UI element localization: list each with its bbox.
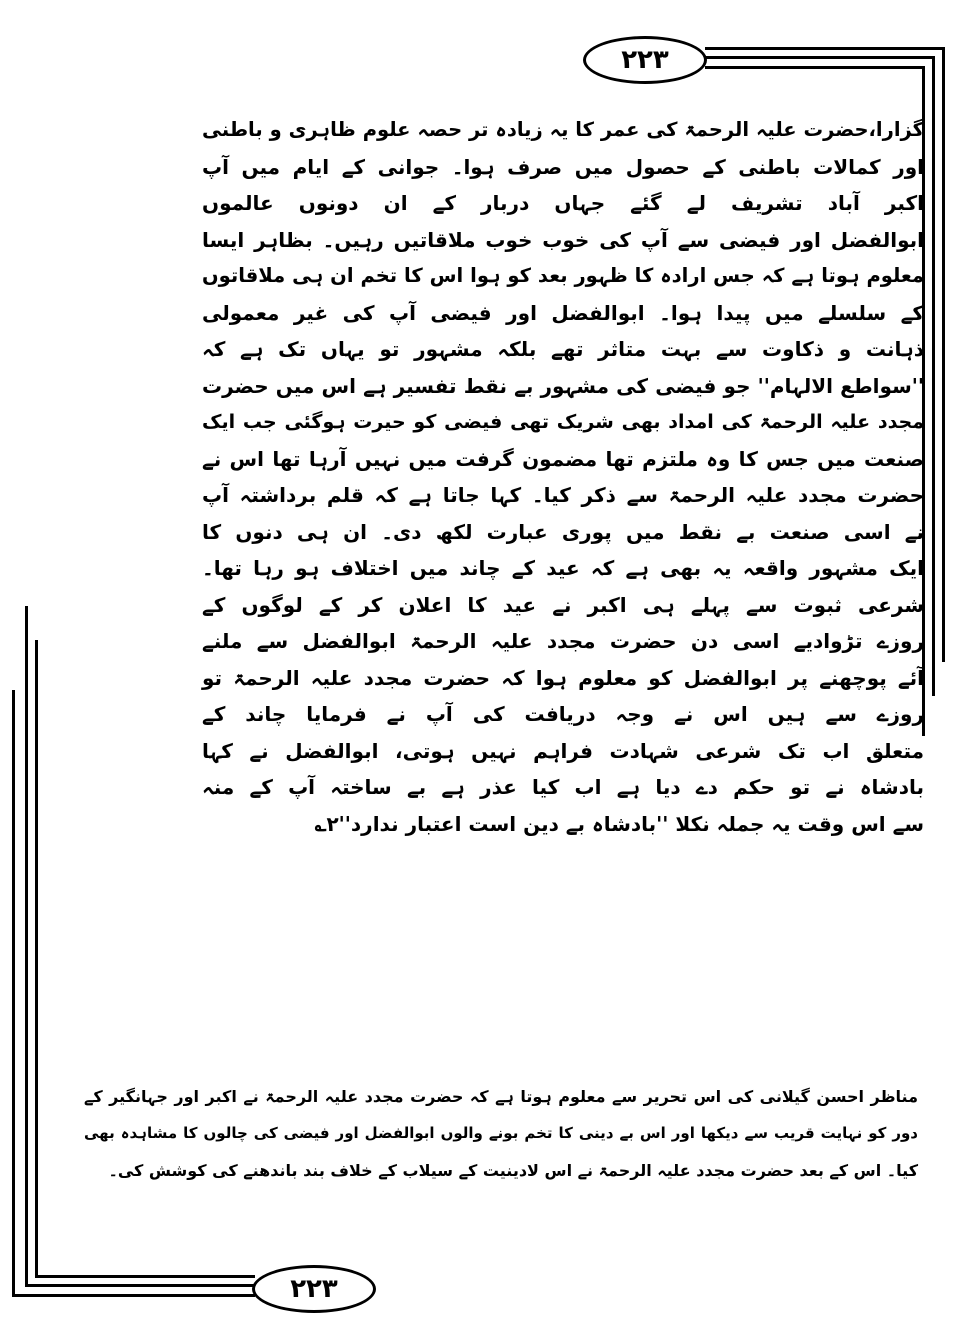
frame-left-line-3 [12, 690, 15, 1295]
text-line: صنعت میں جس کا وہ ملتزم تھا مضمون گرفت میں نہیں آرہا تھا اس نے [202, 446, 924, 471]
following-paragraph [84, 1078, 918, 1189]
text-line: متعلق اب تک شرعی شہادت فراہم نہیں ہوتی، ابوالفضل نے کہا [202, 738, 924, 763]
text-line: مجدد علیہ الرحمۃ کی امداد بھی شریک تھی فیضی کو حیرت ہوگئی جب ایک [202, 411, 924, 433]
text-line: دور کو نہایت قریب سے دیکھا اور اس بے دینی کا تخم بونے والوں ابوالفضل اور فیضی کی چالوں کا مشاہدہ بھی [84, 1124, 918, 1142]
text-line: نے اسی صنعت بے نقط میں پوری عبارت لکھ دی۔ ان ہی دنوں کا [202, 519, 924, 544]
frame-top-line-2 [705, 56, 935, 59]
text-line: ذہانت و ذکاوت سے بہت متاثر تھے بلکہ مشہور تو یہاں تک ہے کہ [202, 337, 924, 361]
text-line: ابوالفضل اور فیضی سے آپ کی خوب خوب ملاقاتیں رہیں۔ بظاہر ایسا [202, 227, 924, 252]
page-number-bottom [252, 1265, 376, 1313]
text-line-quote: سے اس وقت یہ جملہ نکلا ''بادشاہ بے دین است اعتبار ندارد''۲؎ [314, 811, 924, 836]
text-line: شرعی ثبوت سے پہلے ہی اکبر نے عید کا اعلان کر کے لوگوں کے [202, 592, 924, 617]
text-line: بادشاہ نے تو حکم دے دیا ہے اب کیا عذر ہے بے ساختہ آپ کے منہ [202, 775, 924, 799]
text-line: آئے پوچھنے پر ابوالفضل کو معلوم ہوا کہ حضرت مجدد علیہ الرحمۃ تو [202, 665, 924, 690]
text-line: گزارا،حضرت علیہ الرحمۃ کی عمر کا یہ زیادہ تر حصہ علوم ظاہری و باطنی [202, 118, 924, 141]
frame-left-line-1 [25, 606, 28, 1286]
frame-bottom-line-1 [12, 1294, 255, 1297]
text-line: اکبر آباد تشریف لے گئے جہاں دربار کے ان دونوں عالموں [202, 191, 924, 215]
frame-bottom-line-3 [35, 1275, 255, 1278]
main-paragraph [202, 112, 924, 842]
text-line: روزے سے ہیں اس نے وجہ دریافت کی آپ نے فرمایا چاند کے [202, 702, 924, 726]
page-number-top [583, 36, 707, 84]
frame-top-line-3 [705, 66, 925, 69]
text-line: کیا۔ اس کے بعد حضرت مجدد علیہ الرحمۃ نے اس لادینیت کے سیلاب کے خلاف بند باندھنے کی کوشش کی۔ [108, 1161, 918, 1180]
text-line: ''سواطع الالہام'' جو فیضی کی مشہور بے نقط تفسیر ہے اس میں حضرت [202, 373, 924, 398]
frame-left-line-2 [35, 640, 38, 1278]
text-line: مناظر احسن گیلانی کی اس تحریر سے معلوم ہوتا ہے کہ حضرت مجدد علیہ الرحمۃ نے اکبر اور جہانگیر کے [84, 1087, 918, 1106]
text-line: حضرت مجدد علیہ الرحمۃ سے ذکر کیا۔ کہا جاتا ہے کہ قلم برداشتہ آپ [202, 483, 924, 507]
text-line: اور کمالات باطنی کے حصول میں صرف ہوا۔ جوانی کے ایام میں آپ [202, 154, 924, 179]
frame-top-line-1 [705, 47, 945, 50]
text-line: کے سلسلے میں پیدا ہوا۔ ابوالفضل اور فیضی آپ کی غیر معمولی [202, 300, 924, 325]
text-line: ایک مشہور واقعہ یہ بھی ہے کہ عید کے چاند میں اختلاف ہو رہا تھا۔ [202, 556, 924, 580]
text-line: روزے تڑوادیے اسی دن حضرت مجدد علیہ الرحمۃ ابوالفضل سے ملنے [202, 629, 924, 653]
text-line: معلوم ہوتا ہے کہ جس ارادہ کا ظہور بعد کو ہوا اس کا تخم ان ہی ملاقاتوں [202, 264, 924, 287]
frame-right-line-1 [942, 47, 945, 662]
frame-right-line-2 [932, 56, 935, 696]
page-number-top-text: ۲۲۳ [621, 45, 669, 75]
frame-bottom-line-2 [25, 1284, 255, 1287]
page-number-bottom-text: ۲۲۳ [290, 1274, 338, 1304]
